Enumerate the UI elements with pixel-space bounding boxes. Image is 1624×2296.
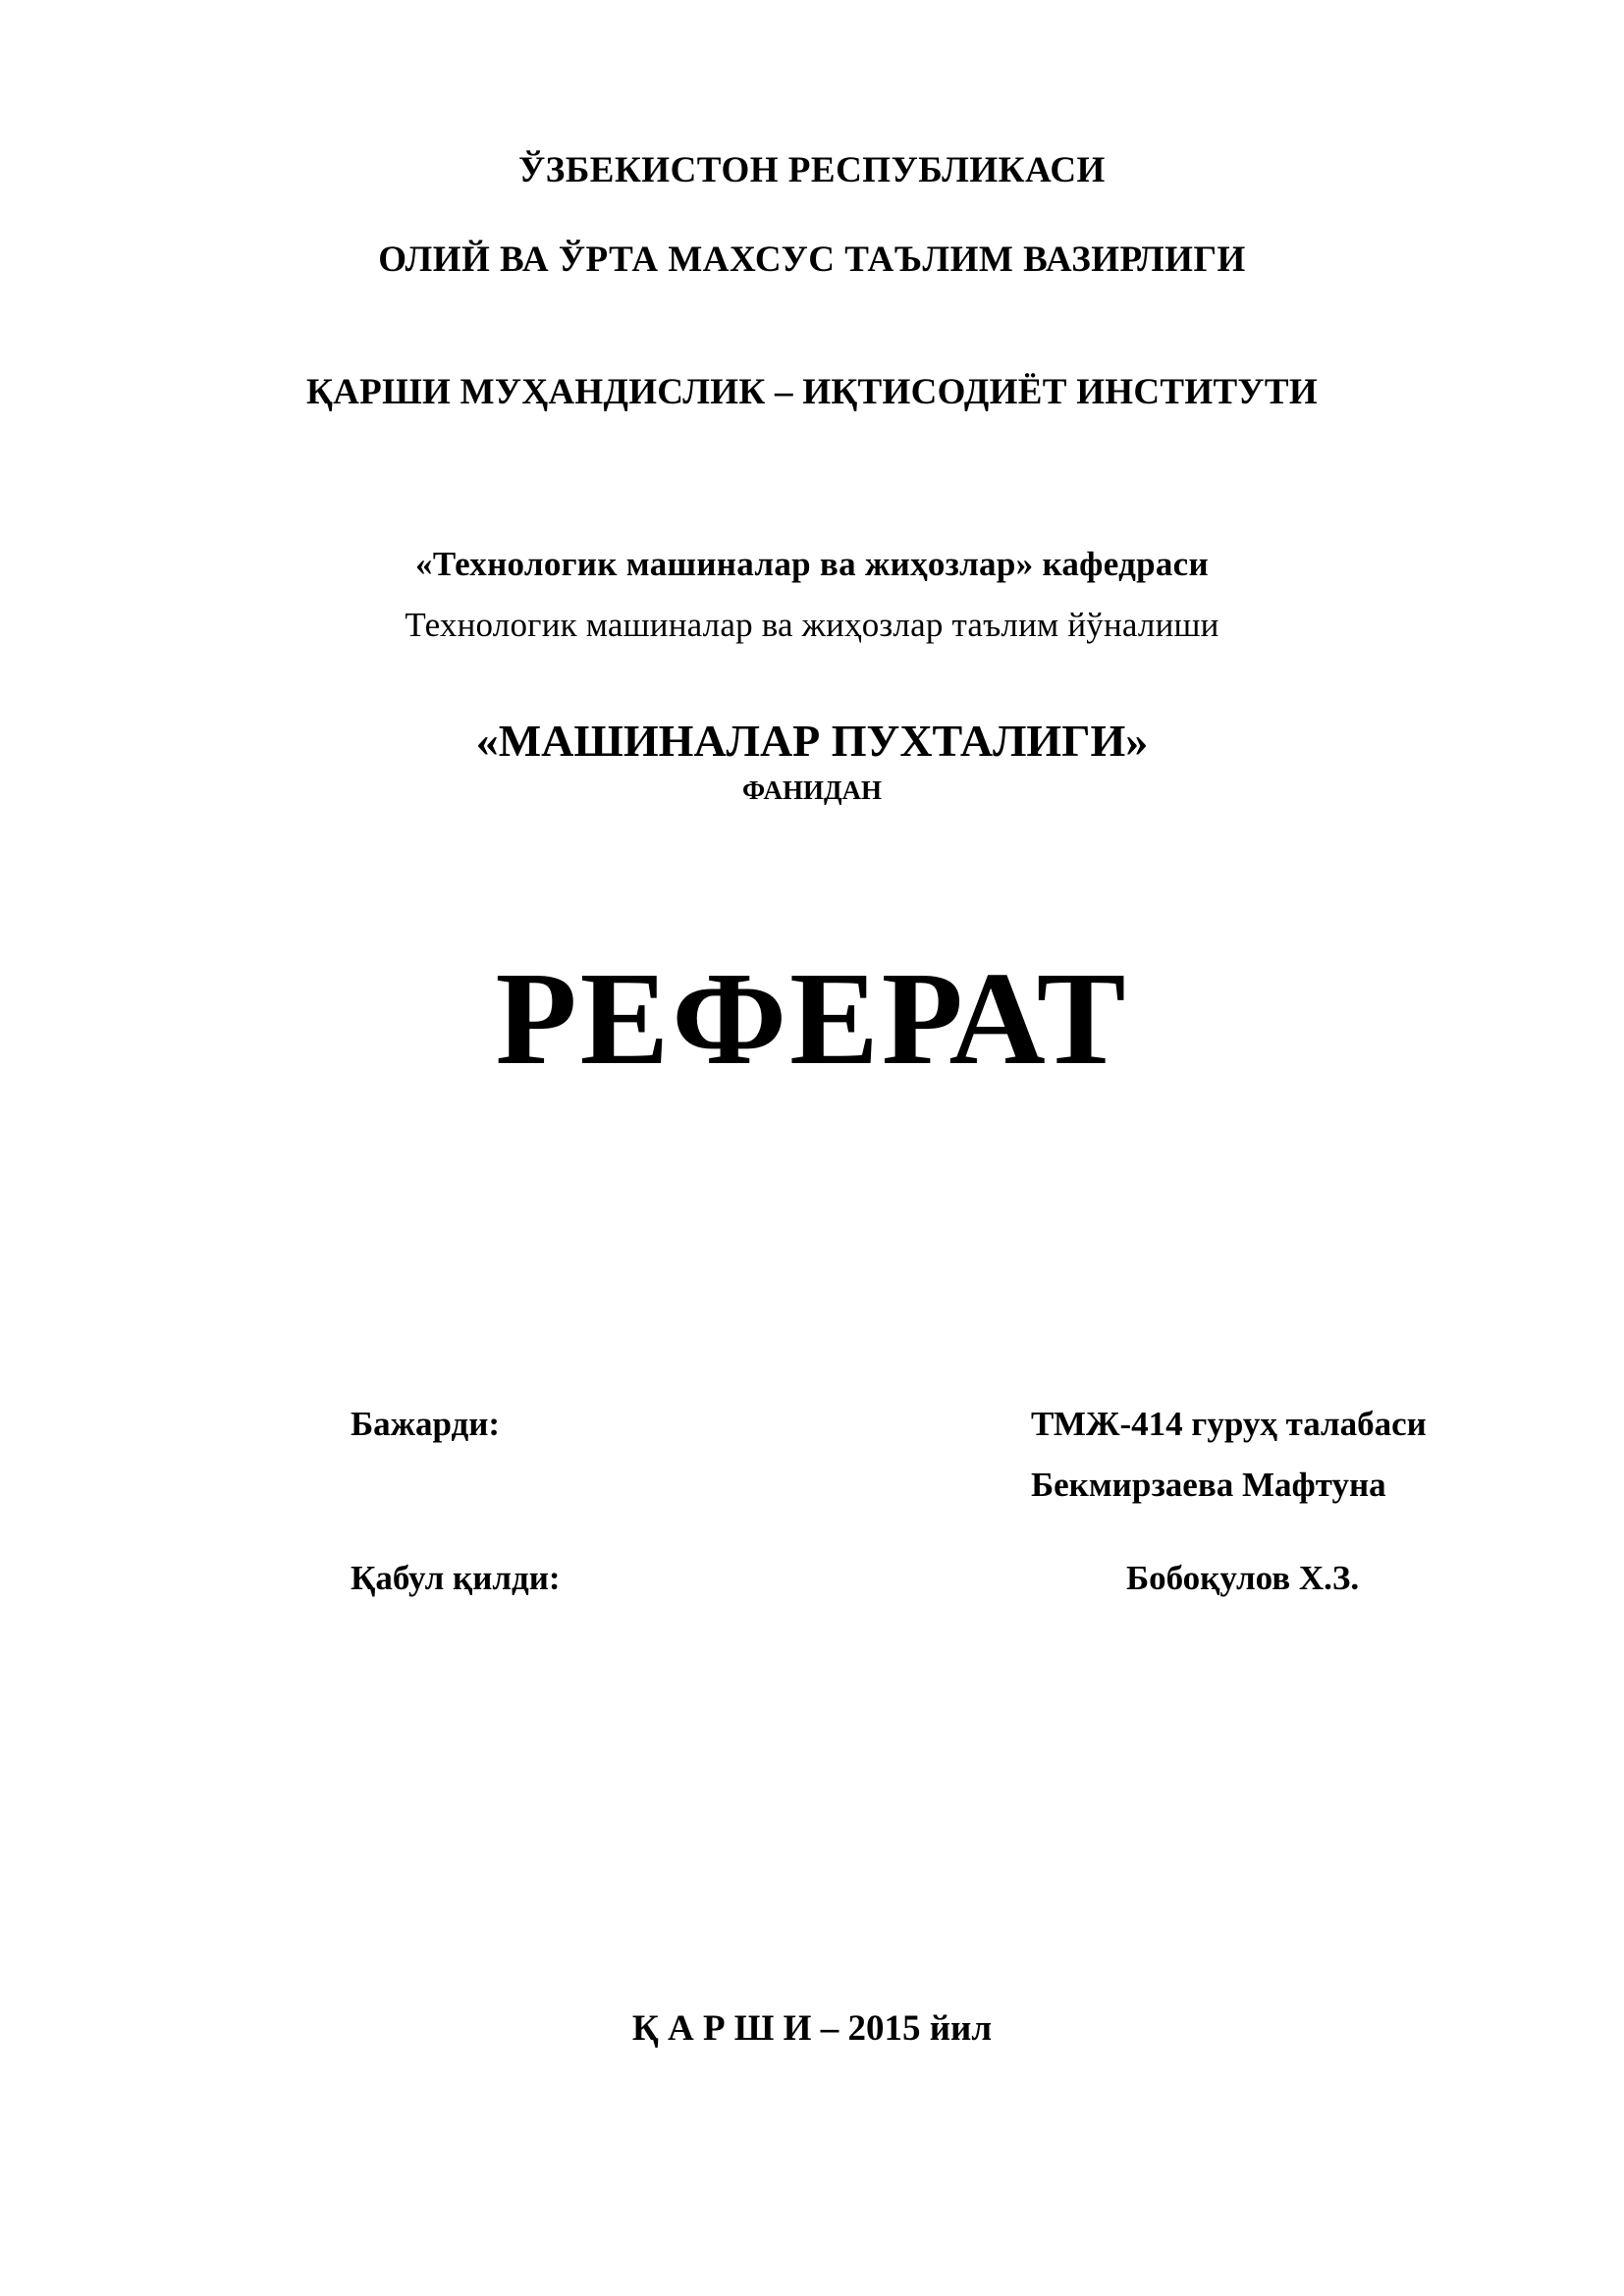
document-type-title: РЕФЕРАТ [495, 945, 1129, 1093]
student-group: ТМЖ-414 гуруҳ талабаси [1031, 1405, 1427, 1443]
city-year-footer: Қ А Р Ш И – 2015 йил [631, 2008, 993, 2049]
institute-heading: ҚАРШИ МУҲАНДИСЛИК – ИҚТИСОДИЁТ ИНСТИТУТИ [306, 372, 1318, 412]
department-name: «Технологик машиналар ва жиҳозлар» кафедраси [415, 545, 1209, 583]
republic-heading: ЎЗБЕКИСТОН РЕСПУБЛИКАСИ [518, 150, 1106, 190]
performed-by-label: Бажарди: [351, 1405, 501, 1443]
study-direction: Технологик машиналар ва жиҳозлар таълим йўналиши [405, 606, 1219, 644]
student-name: Бекмирзаева Мафтуна [1031, 1466, 1386, 1504]
subject-suffix: ФАНИДАН [741, 775, 883, 805]
teacher-name: Бобоқулов Х.З. [1126, 1559, 1360, 1597]
ministry-heading: ОЛИЙ ВА ЎРТА МАХСУС ТАЪЛИМ ВАЗИРЛИГИ [378, 240, 1246, 280]
subject-title: «МАШИНАЛАР ПУХТАЛИГИ» [475, 716, 1149, 766]
accepted-by-label: Қабул қилди: [351, 1559, 561, 1597]
